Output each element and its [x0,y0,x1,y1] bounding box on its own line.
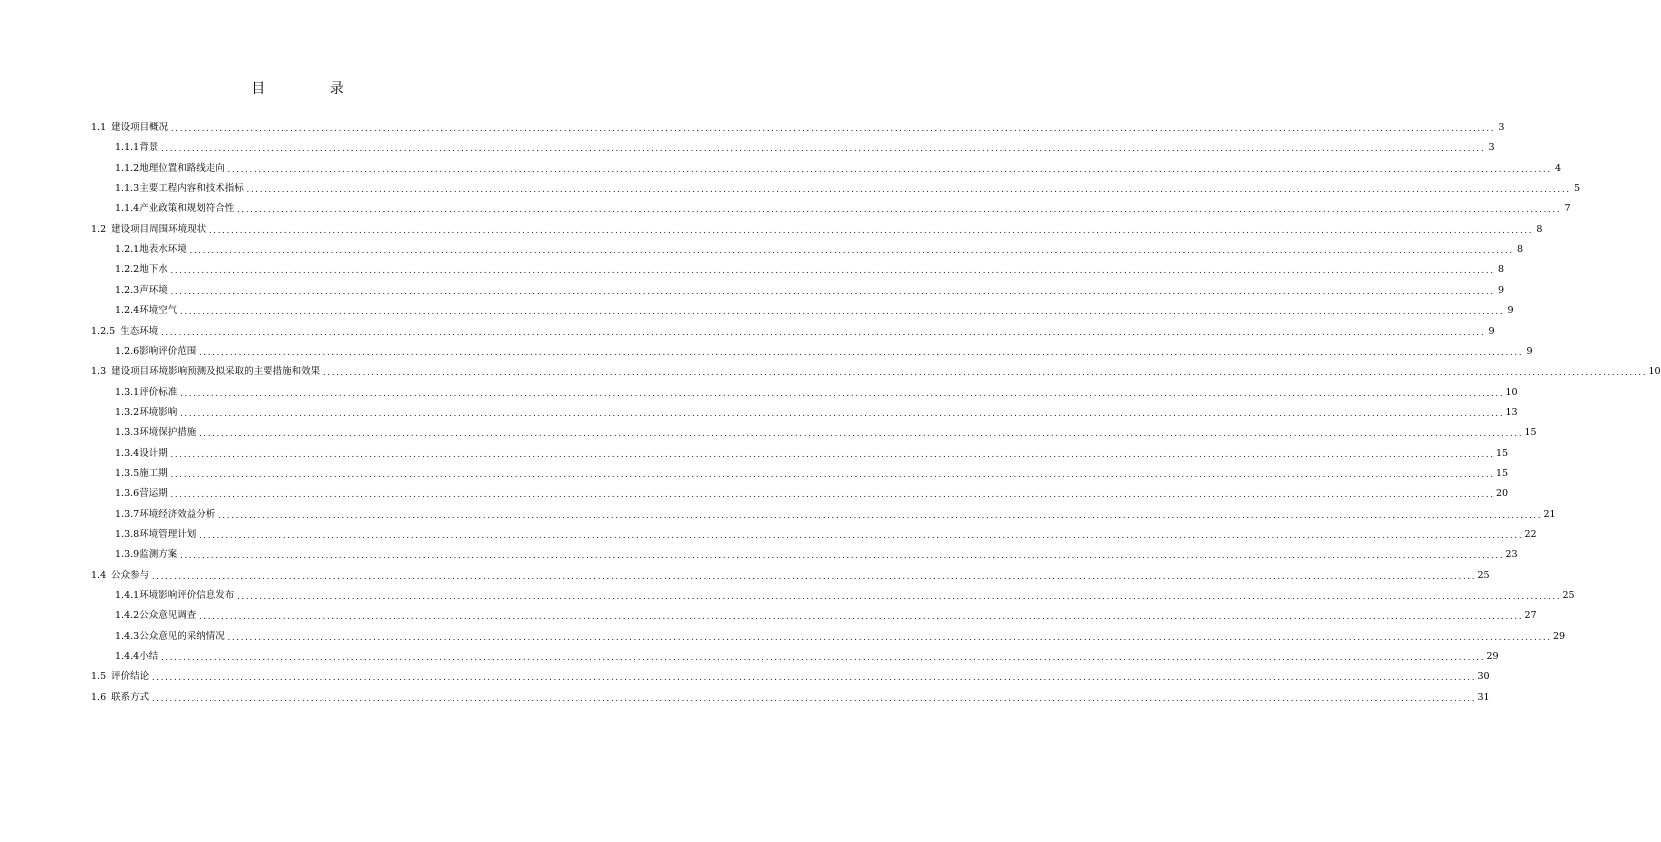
toc-leader-dots: ............................................................................................................................................................................................................................................................................................................ [322,369,1647,378]
toc-leader-dots: ............................................................................................................................................................................................................................................................................................................ [179,552,1504,561]
toc-entry-page: 30 [1477,671,1490,683]
toc-entry-number: 1.6 [91,691,107,703]
toc-entry-title: 环境影响评价信息发布 [139,590,235,602]
toc-entry-title: 环境影响 [139,406,178,418]
toc-entry-title: 背景 [139,142,159,154]
toc-entry-page: 9 [1526,345,1533,357]
toc-entry-title: 联系方式 [111,691,150,703]
toc-entry-page: 27 [1524,610,1537,622]
toc-leader-dots: ............................................................................................................................................................................................................................................................................................................ [179,389,1504,398]
toc-entry-page: 8 [1516,244,1524,256]
toc-entry[interactable] [115,301,1514,321]
toc-entry-number: 1.1.2 [115,162,140,174]
toc-entry-number: 1.1 [91,122,107,133]
toc-entry-title: 声环境 [139,284,168,296]
toc-entry-page: 29 [1486,651,1499,663]
toc-entry-number: 1.3.1 [115,386,140,398]
toc-entry-page: 22 [1524,529,1537,540]
toc-leader-dots: ............................................................................................................................................................................................................................................................................................................ [160,328,1485,337]
toc-entry-title: 环境保护措施 [139,427,197,439]
toc-entry-page: 8 [1536,223,1543,235]
toc-leader-dots: ............................................................................................................................................................................................................................................................................................................ [169,287,1495,296]
toc-entry-page: 29 [1553,630,1566,642]
toc-entry-title: 公众意见调查 [139,610,197,622]
toc-leader-dots: ............................................................................................................................................................................................................................................................................................................ [188,247,1514,256]
toc-leader-dots: ............................................................................................................................................................................................................................................................................................................ [198,532,1523,540]
toc-entry-page: 21 [1543,508,1556,520]
toc-entry[interactable] [91,688,1490,708]
toc-entry-number: 1.4.4 [115,651,140,663]
toc-leader-dots: ............................................................................................................................................................................................................................................................................................................ [217,511,1542,520]
toc-entry-page: 5 [1573,183,1581,195]
toc-entry-title: 主要工程内容和技术指标 [139,183,244,195]
toc-leader-dots: ............................................................................................................................................................................................................................................................................................................ [170,125,1495,133]
toc-entry-title: 评价结论 [111,671,150,683]
toc-entry-page: 4 [1554,162,1562,174]
toc-entry-title: 地下水 [139,264,168,276]
toc-entry-title: 监测方案 [139,549,178,561]
toc-entry-number: 1.3.2 [115,406,140,418]
toc-leader-dots: ............................................................................................................................................................................................................................................................................................................ [169,450,1495,459]
toc-entry-number: 1.2.5 [91,325,116,337]
toc-entry[interactable] [115,423,1537,443]
toc-entry[interactable] [115,627,1566,647]
toc-entry[interactable] [115,545,1518,565]
toc-leader-dots: ............................................................................................................................................................................................................................................................................................................ [198,348,1523,357]
toc-entry-number: 1.3.7 [115,508,140,520]
toc-leader-dots: ............................................................................................................................................................................................................................................................................................................ [151,694,1476,703]
toc-entry-title: 建设项目概况 [111,122,169,133]
toc-entry-title: 产业政策和规划符合性 [139,203,235,215]
toc-entry-number: 1.4.3 [115,630,140,642]
toc-entry-number: 1.5 [91,671,107,683]
toc-leader-dots: ............................................................................................................................................................................................................................................................................................................ [236,206,1561,215]
toc-entry-title: 环境经济效益分析 [139,508,216,520]
toc-leader-dots: ............................................................................................................................................................................................................................................................................................................ [236,593,1561,602]
toc-entry[interactable] [91,322,1495,342]
toc-entry[interactable] [91,362,1661,382]
toc-entry-number: 1.3.9 [115,549,140,561]
toc-entry-number: 1.3.3 [115,427,140,439]
toc-leader-dots: ............................................................................................................................................................................................................................................................................................................ [169,470,1495,479]
toc-entry-number: 1.1.1 [115,142,140,154]
toc-entry[interactable] [115,159,1562,179]
toc-leader-dots: ............................................................................................................................................................................................................................................................................................................ [245,186,1571,195]
toc-entry-number: 1.3.8 [115,529,140,540]
toc-entry-title: 地理位置和路线走向 [139,162,225,174]
toc-entry[interactable] [115,606,1537,626]
toc-entry-title: 环境管理计划 [139,529,197,540]
toc-leader-dots: ............................................................................................................................................................................................................................................................................................................ [226,165,1552,174]
toc-entry[interactable] [115,179,1581,199]
toc-entry-title: 环境空气 [139,305,178,317]
toc-entry-title: 公众参与 [111,569,150,581]
toc-leader-dots: ............................................................................................................................................................................................................................................................................................................ [179,409,1504,418]
toc-entry[interactable] [91,566,1490,586]
toc-entry-number: 1.1.4 [115,203,140,215]
toc-entry[interactable] [115,403,1518,423]
toc-entry-title: 评价标准 [139,386,178,398]
toc-leader-dots: ............................................................................................................................................................................................................................................................................................................ [179,308,1504,317]
toc-entry-title: 影响评价范围 [139,345,197,357]
toc-entry[interactable] [115,199,1571,219]
toc-entry[interactable] [115,586,1575,606]
toc-entry-title: 营运期 [139,488,168,500]
toc-entry-page: 8 [1497,264,1505,276]
toc-leader-dots: ............................................................................................................................................................................................................................................................................................................ [160,145,1485,154]
toc-leader-dots: ............................................................................................................................................................................................................................................................................................................ [208,226,1533,235]
toc-entry-page: 20 [1496,488,1509,500]
toc-entry[interactable] [115,505,1556,525]
toc-entry[interactable] [115,464,1509,484]
toc-entry-title: 地表水环境 [139,244,187,256]
toc-entry-number: 1.3 [91,366,107,378]
toc-entry-page: 15 [1496,447,1509,459]
toc-entry-page: 25 [1477,569,1490,581]
toc-entry-number: 1.3.5 [115,467,140,479]
toc-entry-page: 23 [1505,549,1518,561]
toc-entry[interactable] [115,342,1533,362]
toc-entry-title: 设计期 [139,447,168,459]
toc-entry-number: 1.4.1 [115,590,140,602]
toc-entry-page: 3 [1498,122,1505,133]
toc-entry-page: 31 [1477,691,1490,703]
toc-entry[interactable] [115,525,1537,545]
toc-entry[interactable] [115,383,1518,403]
toc-leader-dots: ............................................................................................................................................................................................................................................................................................................ [160,654,1485,663]
toc-leader-dots: ............................................................................................................................................................................................................................................................................................................ [198,613,1523,622]
toc-leader-dots: ............................................................................................................................................................................................................................................................................................................ [151,572,1476,581]
toc-entry-page: 9 [1497,284,1505,296]
toc-entry-page: 10 [1505,386,1518,398]
toc-entry-title: 生态环境 [120,325,159,337]
toc-entry-number: 1.2.1 [115,244,140,256]
page-title: 目 录 [251,81,374,97]
toc-entry-page: 15 [1524,427,1537,439]
toc-entry-page: 13 [1505,406,1518,418]
toc-entry[interactable] [115,281,1505,301]
toc-entry-page: 7 [1564,203,1571,215]
toc-entry[interactable] [91,118,1505,138]
toc-entry-page: 10 [1648,366,1661,378]
toc-entry[interactable] [115,240,1524,260]
toc-entry-number: 1.2.2 [115,264,140,276]
toc-entry-page: 3 [1488,142,1495,154]
toc-entry[interactable] [91,667,1490,687]
toc-entry-number: 1.2.4 [115,305,140,317]
toc-entry-title: 小结 [139,651,159,663]
toc-leader-dots: ............................................................................................................................................................................................................................................................................................................ [169,491,1495,500]
toc-entry-title: 公众意见的采纳情况 [139,630,225,642]
toc-entry[interactable] [91,220,1543,240]
toc-entry[interactable] [115,444,1509,464]
toc-entry[interactable] [115,138,1495,158]
toc-entry-number: 1.4 [91,569,107,581]
toc-entry-title: 施工期 [139,467,168,479]
toc-entry-number: 1.2 [91,223,107,235]
toc-entry-page: 9 [1488,325,1495,337]
toc-entry-number: 1.3.4 [115,447,140,459]
toc-entry-title: 建设项目周围环境现状 [111,223,207,235]
toc-entry-title: 建设项目环境影响预测及拟采取的主要措施和效果 [111,366,321,378]
toc-leader-dots: ............................................................................................................................................................................................................................................................................................................ [198,430,1523,439]
toc-entry[interactable] [115,260,1505,280]
toc-entry-number: 1.2.6 [115,345,140,357]
toc-entry-number: 1.3.6 [115,488,140,500]
toc-entry-number: 1.2.3 [115,284,140,296]
toc-leader-dots: ............................................................................................................................................................................................................................................................................................................ [169,267,1495,276]
toc-entry-page: 15 [1496,467,1509,479]
toc-entry-page: 25 [1562,590,1575,602]
toc-leader-dots: ............................................................................................................................................................................................................................................................................................................ [151,674,1476,683]
toc-entry-number: 1.4.2 [115,610,140,622]
toc-entry-page: 9 [1507,305,1514,317]
toc-leader-dots: ............................................................................................................................................................................................................................................................................................................ [226,633,1552,642]
toc-entry[interactable] [115,647,1499,667]
toc-entry[interactable] [115,484,1509,504]
toc-entry-number: 1.1.3 [115,183,140,195]
